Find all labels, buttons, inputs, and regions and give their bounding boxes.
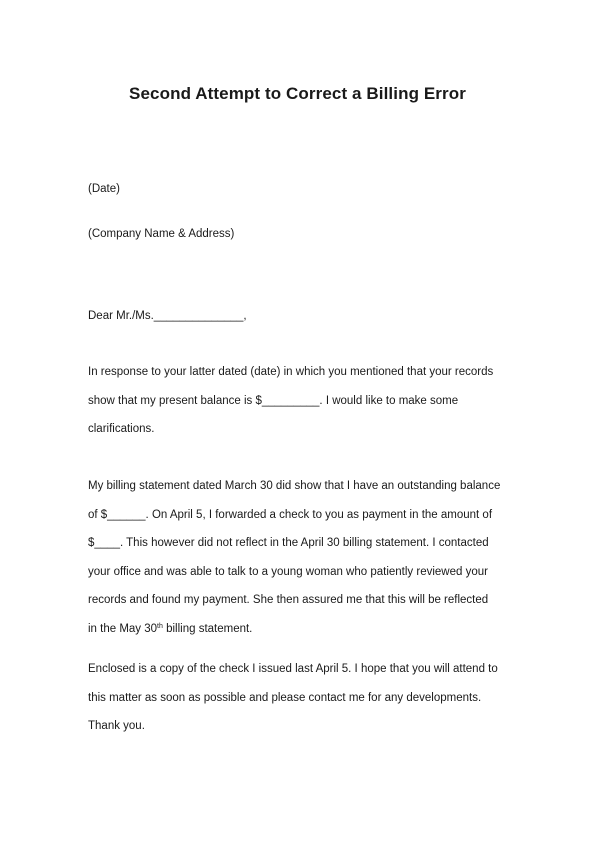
paragraph-line: of $______. On April 5, I forwarded a check to you as payment in the amount of	[88, 508, 493, 521]
closing-thank-you: Thank you.	[88, 720, 145, 732]
text-segment: billing statement.	[162, 622, 253, 635]
paragraph-line: clarifications.	[88, 423, 155, 435]
paragraph-billing-statement	[88, 472, 528, 643]
paragraph-line: In response to your latter dated (date) in which you mentioned that your records	[88, 366, 494, 378]
paragraph-enclosed-check	[88, 655, 528, 741]
paragraph-line: your office and was able to talk to a young woman who patiently reviewed your	[88, 565, 488, 578]
date-placeholder: (Date)	[88, 183, 120, 195]
paragraph-line: records and found my payment. She then assured me that this will be reflected	[88, 594, 489, 606]
paragraph-line: this matter as soon as possible and please contact me for any developments.	[88, 691, 482, 704]
paragraph-response	[88, 358, 528, 444]
salutation: Dear Mr./Ms.______________,	[88, 310, 247, 322]
ordinal-suffix: th	[157, 622, 163, 630]
paragraph-line: Enclosed is a copy of the check I issued last April 5. I hope that you will attend to	[88, 663, 498, 675]
company-name-address-placeholder: (Company Name & Address)	[88, 228, 235, 240]
letter-title: Second Attempt to Correct a Billing Error	[129, 84, 466, 103]
text-segment: in the May 30	[88, 622, 158, 635]
paragraph-line	[88, 615, 528, 644]
paragraph-line: My billing statement dated March 30 did show that I have an outstanding balance	[88, 480, 501, 492]
paragraph-line: show that my present balance is $_________. I would like to make some	[88, 394, 459, 407]
paragraph-line: $____. This however did not reflect in the April 30 billing statement. I contacted	[88, 537, 489, 549]
